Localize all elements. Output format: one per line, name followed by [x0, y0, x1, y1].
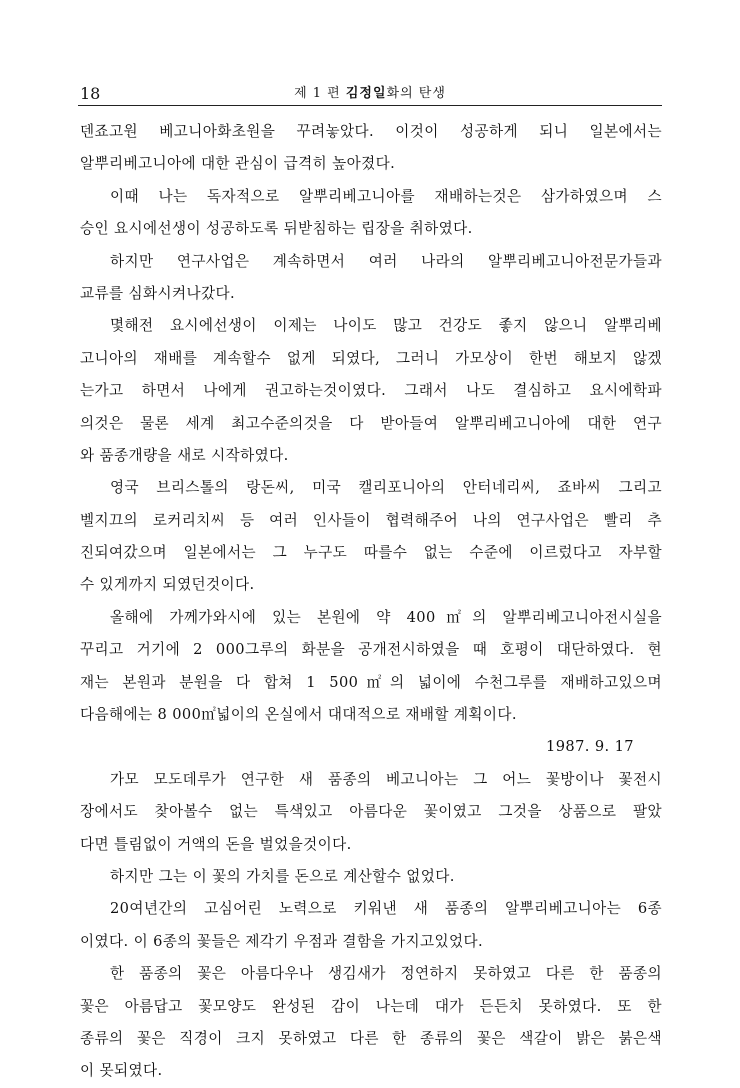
text-line: 이 못되였다.: [80, 1062, 163, 1080]
page-number: 18: [80, 84, 101, 103]
running-title-part-2: 화의 탄생: [386, 86, 446, 101]
text-line: 덴죠고원 베고니아화초원을 꾸려놓았다. 이것이 성공하게 되니 일본에서는: [80, 123, 662, 140]
text-line: 종류의 꽃은 직경이 크지 못하였고 다른 한 종류의 꽃은 색갈이 밝은 붉은색: [80, 1029, 662, 1047]
text-line: 이때 나는 독자적으로 알뿌리베고니아를 재배하는것은 삼가하였으며 스: [110, 187, 662, 205]
text-line: 벨지끄의 로커리치씨 등 여러 인사들이 협력해주어 나의 연구사업은 빨리 추: [80, 511, 662, 529]
text-line: 승인 요시에선생이 성공하도록 뒤받침하는 립장을 취하였다.: [80, 220, 473, 238]
text-line: 는가고 하면서 나에게 권고하는것이였다. 그래서 나도 결심하고 요시에학파: [80, 382, 662, 400]
text-line: 하지만 그는 이 꽃의 가치를 돈으로 계산할수 없었다.: [110, 867, 455, 885]
text-line: 다음해에는 8 000㎡넓이의 온실에서 대대적으로 재배할 계획이다.: [80, 706, 517, 724]
page-header: [78, 84, 662, 106]
text-line: 와 품종개량을 새로 시작하였다.: [80, 446, 289, 464]
text-line: 진되여갔으며 일본에서는 그 누구도 따를수 없는 수준에 이르렀다고 자부할: [80, 544, 662, 562]
text-line: 올해에 가께가와시에 있는 본원에 약 400㎡의 알뿌리베고니아전시실을: [110, 608, 662, 626]
text-line: 고니아의 재배를 계속할수 없게 되였다, 그러니 가모상이 한번 해보지 않겠: [80, 349, 662, 367]
text-line: 한 품종의 꽃은 아름다우나 생김새가 정연하지 못하였고 다른 한 품종의: [110, 965, 662, 983]
text-line: 재는 본원과 분원을 다 합쳐 1 500㎡의 넓이에 수천그루를 재배하고있으며: [80, 673, 662, 691]
text-line: 이였다. 이 6종의 꽃들은 제각기 우점과 결함을 가지고있었다.: [80, 932, 483, 950]
running-title: [78, 84, 662, 104]
running-title-emphasis: 김정일: [345, 86, 387, 101]
text-line: 알뿌리베고니아에 대한 관심이 급격히 높아졌다.: [80, 155, 396, 173]
text-line: 20여년간의 고심어린 노력으로 키워낸 새 품종의 알뿌리베고니아는 6종: [110, 900, 662, 918]
running-title-part-1: 제 1 편: [294, 86, 346, 101]
text-line: 몇해전 요시에선생이 이제는 나이도 많고 건강도 좋지 않으니 알뿌리베: [110, 317, 662, 335]
text-line: 다면 틀림없이 거액의 돈을 벌었을것이다.: [80, 835, 352, 853]
text-line: 의것은 물론 세계 최고수준의것을 다 받아들여 알뿌리베고니아에 대한 연구: [80, 414, 662, 432]
text-line: 꽃은 아름답고 꽃모양도 완성된 감이 나는데 대가 든든치 못하였다. 또 한: [80, 997, 662, 1015]
text-line: 하지만 연구사업은 계속하면서 여러 나라의 알뿌리베고니아전문가들과: [110, 252, 662, 270]
text-line: 영국 브리스톨의 랑돈씨, 미국 캘리포니아의 안터네리씨, 죠바씨 그리고: [110, 479, 662, 497]
text-line: 가모 모도데루가 연구한 새 품종의 베고니아는 그 어느 꽃방이나 꽃전시: [110, 770, 662, 788]
header-rule: [78, 105, 662, 106]
text-line: 수 있게까지 되였던것이다.: [80, 576, 255, 594]
text-line: 교류를 심화시켜나갔다.: [80, 284, 236, 302]
text-line: 장에서도 찾아볼수 없는 특색있고 아름다운 꽃이였고 그것을 상품으로 팔았: [80, 803, 662, 821]
date-line: 1987. 9. 17: [546, 738, 634, 756]
text-line: 꾸리고 거기에 2 000그루의 화분을 공개전시하였을 때 호평이 대단하였다. 현: [80, 641, 662, 659]
body-text: [80, 116, 662, 1088]
